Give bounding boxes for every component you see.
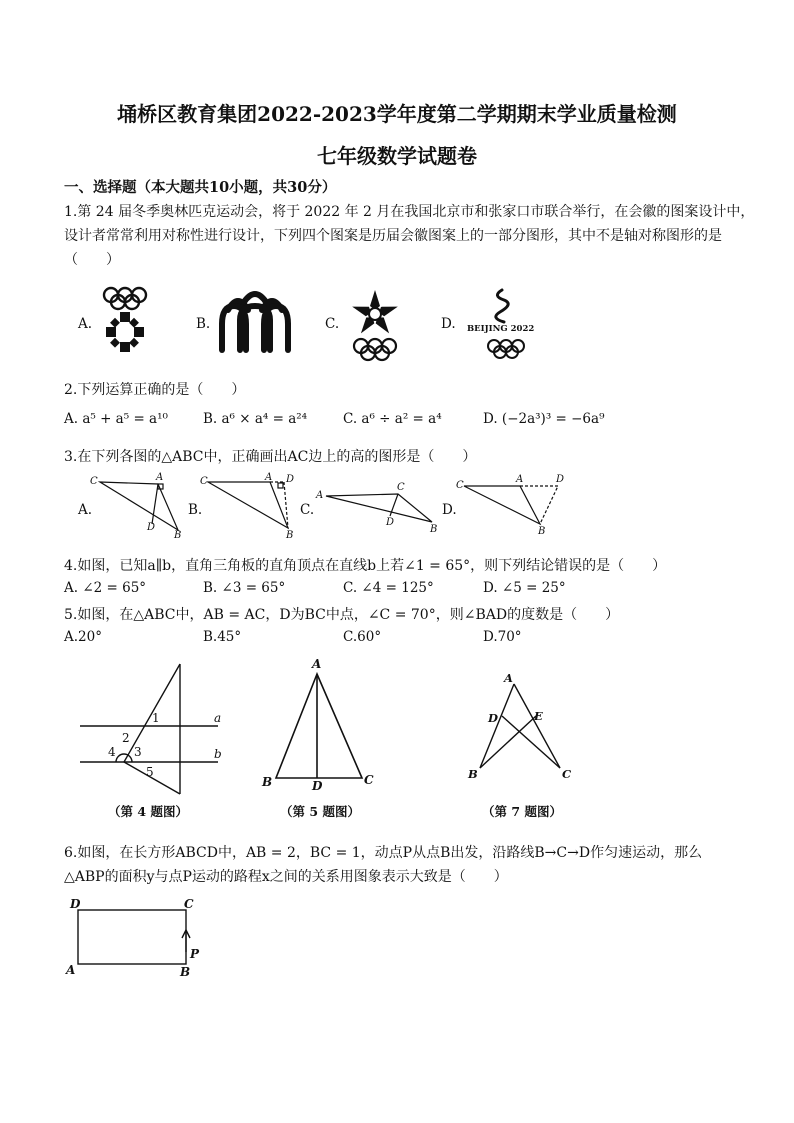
logo-c-image — [344, 286, 406, 364]
q4-option-c[interactable]: C. ∠4 = 125° — [343, 580, 434, 596]
q1-option-d[interactable]: D. — [441, 316, 456, 332]
q3-option-b[interactable]: B. — [188, 502, 203, 518]
q2-option-c[interactable]: C. a⁶ ÷ a² = a⁴ — [343, 411, 442, 427]
q4-option-d[interactable]: D. ∠5 = 25° — [483, 580, 566, 596]
q6-line2: △ABP的面积y与点P运动的路程x之间的关系用图象表示大致是（ ） — [64, 869, 508, 885]
caption-fig4: （第 4 题图） — [108, 804, 188, 819]
svg-text:B: B — [286, 530, 294, 541]
q3-option-c[interactable]: C. — [300, 502, 315, 518]
svg-text:D: D — [70, 897, 81, 911]
q3-figures — [60, 470, 580, 542]
q6-line1: 6.如图，在长方形ABCD中，AB = 2，BC = 1，动点P从点B出发，沿路线B→C→D作匀速运动，那么 — [64, 845, 703, 861]
q5-stem: 5.如图，在△ABC中，AB = AC，D为BC中点，∠C = 70°，则∠BAD的度数是（ ） — [64, 607, 620, 623]
svg-text:A: A — [156, 472, 164, 483]
svg-text:2: 2 — [122, 731, 130, 745]
svg-text:D: D — [286, 474, 295, 485]
q1-option-a[interactable]: A. — [78, 316, 93, 332]
svg-text:A: A — [516, 474, 524, 485]
q4-stem: 4.如图，已知a∥b，直角三角板的直角顶点在直线b上若∠1 = 65°，则下列结论错误的是（ ） — [64, 558, 667, 574]
section-header: 一、选择题（本大题共10小题，共30分） — [64, 179, 337, 196]
q5-option-d[interactable]: D.70° — [483, 629, 522, 645]
svg-text:C: C — [397, 482, 405, 493]
svg-text:B: B — [468, 767, 478, 781]
q7-figure — [456, 664, 586, 794]
svg-text:C: C — [200, 476, 208, 487]
q5-option-b[interactable]: B.45° — [203, 629, 242, 645]
exam-title: 埇桥区教育集团2022-2023学年度第二学期期末学业质量检测 — [117, 102, 677, 126]
svg-text:4: 4 — [108, 745, 116, 759]
svg-text:B: B — [538, 526, 546, 537]
svg-text:C: C — [456, 480, 464, 491]
svg-text:P: P — [190, 947, 200, 961]
q5-figure — [256, 652, 386, 792]
svg-text:A: A — [66, 963, 76, 977]
q5-option-c[interactable]: C.60° — [343, 629, 382, 645]
q3-stem: 3.在下列各图的△ABC中，正确画出AC边上的高的图形是（ ） — [64, 449, 477, 465]
caption-fig5: （第 5 题图） — [280, 804, 360, 819]
svg-text:C: C — [364, 773, 374, 787]
svg-text:B: B — [174, 530, 182, 541]
q4-option-b[interactable]: B. ∠3 = 65° — [203, 580, 286, 596]
q3-option-a[interactable]: A. — [78, 502, 93, 518]
exam-subtitle: 七年级数学试题卷 — [317, 144, 477, 168]
svg-text:C: C — [184, 897, 194, 911]
svg-text:E: E — [534, 709, 543, 723]
svg-text:1: 1 — [152, 711, 160, 725]
q6-figure — [62, 894, 212, 980]
svg-text:D: D — [488, 711, 498, 725]
logo-b-image — [214, 288, 296, 362]
svg-text:C: C — [90, 476, 98, 487]
svg-text:A: A — [316, 490, 324, 501]
q1-line2: 设计者常常利用对称性进行设计，下列四个图案是历届会徽图案上的一部分图形，其中不是轴对称图形的是 — [64, 228, 722, 244]
q1-line1: 1.第 24 届冬季奥林匹克运动会，将于 2022 年 2 月在我国北京市和张家口市联合举行，在会徽的图案设计中， — [64, 204, 755, 220]
q2-option-b[interactable]: B. a⁶ × a⁴ = a²⁴ — [203, 411, 308, 427]
svg-text:D: D — [147, 522, 156, 533]
svg-text:B: B — [430, 524, 438, 535]
svg-text:B: B — [262, 775, 273, 789]
svg-text:3: 3 — [134, 745, 142, 759]
svg-text:C: C — [562, 767, 572, 781]
svg-text:D: D — [312, 779, 323, 792]
svg-text:a: a — [214, 711, 222, 725]
logo-d-image — [464, 286, 548, 362]
svg-text:A: A — [504, 671, 513, 685]
q2-option-a[interactable]: A. a⁵ + a⁵ = a¹⁰ — [64, 411, 168, 427]
svg-text:5: 5 — [146, 765, 154, 779]
q1-option-c[interactable]: C. — [325, 316, 340, 332]
svg-text:D: D — [556, 474, 565, 485]
logo-a-image — [98, 284, 152, 362]
q4-option-a[interactable]: A. ∠2 = 65° — [64, 580, 147, 596]
svg-text:A: A — [312, 657, 322, 671]
q2-stem: 2.下列运算正确的是（ ） — [64, 382, 246, 398]
svg-text:D: D — [386, 517, 395, 528]
q4-figure — [72, 658, 242, 808]
svg-text:A: A — [265, 472, 273, 483]
q2-option-d[interactable]: D. (−2a³)³ = −6a⁹ — [483, 411, 605, 427]
q1-line3: （ ） — [64, 252, 120, 268]
q3-option-d[interactable]: D. — [442, 502, 457, 518]
caption-fig7: （第 7 题图） — [482, 804, 562, 819]
svg-text:b: b — [214, 747, 222, 761]
logo-d-label: BEIJING 2022 — [467, 324, 535, 334]
q5-option-a[interactable]: A.20° — [64, 629, 102, 645]
svg-text:B: B — [180, 965, 191, 979]
q1-option-b[interactable]: B. — [196, 316, 211, 332]
